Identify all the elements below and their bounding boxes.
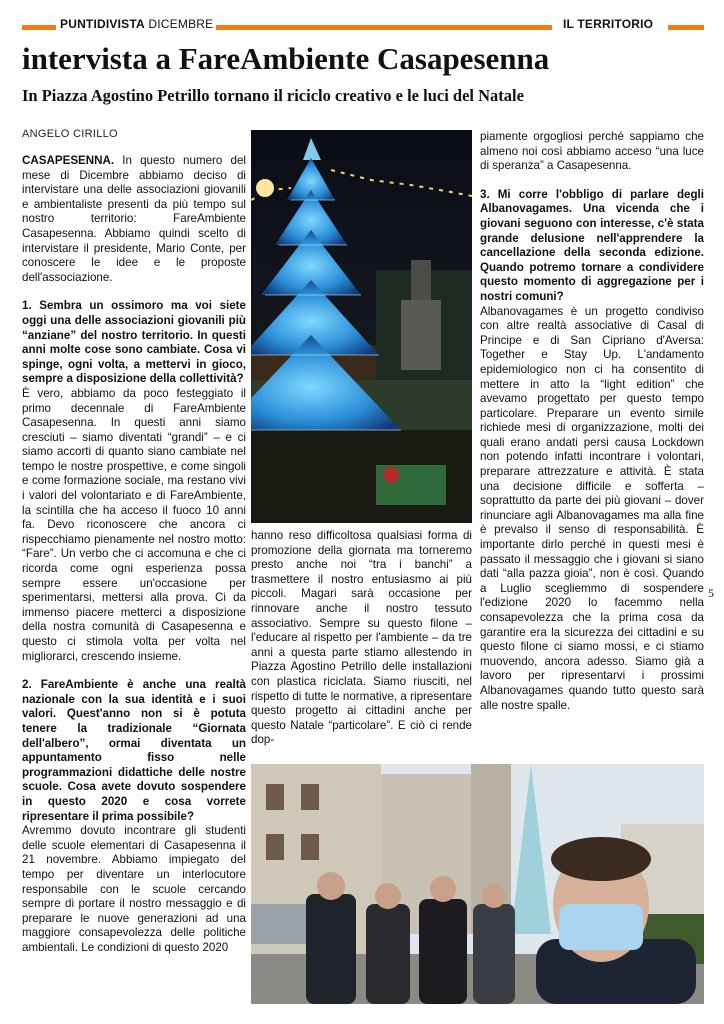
answer-2-part-2: hanno reso difficoltosa qualsiasi forma di promozione della giornata ma torneremo presto anche noi “tra i banchi” a trasmettere il nostro entusiasmo ai più piccoli. Magari sarà occasione per rinnovare anche il nostro tessuto associativo. Sempre su questo filone – l'educare al rispetto per l'ambiente – da tre anni a questa parte stiamo allestendo in Piazza Agostino Petrillo delle installazioni con plastica riciclata. Siamo riusciti, nel rispetto di tutte le normative, a ripresentare questo progetto ai cittadini anche per questo Natale “particolare”. E ciò ci rende dop- — [251, 529, 472, 747]
header-section — [60, 17, 213, 31]
column-left — [22, 154, 246, 955]
answer-3: Albanovagames è un progetto condiviso con altre realtà associative di Casal di Principe e di San Cipriano d'Aversa: Together e Stay Up. L'andamento epidemiologico non ci ha consentito di mettere in atto la “light edition” che avevamo progettato per questo tempo particolare. Preparare un evento simile richiede mesi di organizzazione, molti dei quali erano andati persi causa Lockdown non potendo infatti incontrare i volontari, preparare attrezzature e attività. È stata una decisione difficile e sofferta – soprattutto da parte dei più giovani – dover rinunciare agli Albanovagames ma alla fine è prevalso il senso di responsabilità. È importante dirlo perché in questi mesi è passato il messaggio che i giovani si siano dati “alla pazza gioia”, non è così. Quando a Luglio scegliemmo di sospendere l'edizione 2020 lo facemmo nella consapevolezza che la prima cosa da garantire era la sicurezza dei cittadini e su questo filone ci siamo mossi, e ci stiamo muovendo, ancora adesso. Siamo già a lavoro per ripresentarvi i prossimi Albanovagames quando tutto questo sarà alle nostre spalle. — [480, 304, 704, 712]
article-author: ANGELO CIRILLO — [22, 128, 118, 140]
question-2: 2. FareAmbiente è anche una realtà nazionale con la sua identità e i suoi valori. Quest'anno non si è potuta tenere la tradizionale “Giornata dell'albero”, ormai diventata un appuntamento fisso nelle programmazioni didattiche delle nostre scuole. Cosa avete dovuto sospendere in questo 2020 e cosa vorrete ripresentare il prima possibile? — [22, 678, 246, 823]
header-month: DICEMBRE — [148, 17, 214, 31]
page-number: 5 — [708, 586, 714, 600]
answer-1: È vero, abbiamo da poco festeggiato il primo decennale di FareAmbiente Casapesenna. In questi anni siamo cresciuti – siamo diventati “grandi” – e ci siamo accorti di quanto siano cambiate nel tempo le nostre prospettive, e come singoli e come formazione sociale, ma restano vivi i valori del volontariato e di FareAmbiente, la scintilla che ha acceso il fuoco 10 anni fa. Devo riconoscere che ancora ci rispecchiamo pienamente nel nostro motto: “Fare”. Un verbo che ci accomuna e che ci ricorda come ogni esperienza possa sempre essere un'occasione per sperimentarsi, mettersi alla prova. Ci da immenso piacere metterci a disposizione della nostra comunità di Casapesenna e questo ci stimola volta per volta nel migliorarci, crescendo insieme. — [22, 386, 246, 663]
photo-volunteers-group — [251, 764, 704, 1004]
header-bar-right — [668, 25, 704, 30]
volunteers-group-image — [251, 764, 704, 1004]
answer-2-part-3: piamente orgogliosi perché sappiamo che almeno noi così abbiamo acceso “una luce di speranza” a Casapesenna. — [480, 130, 704, 173]
article-subtitle: In Piazza Agostino Petrillo tornano il riciclo creativo e le luci del Natale — [22, 86, 524, 105]
question-3: 3. Mi corre l'obbligo di parlare degli Albanovagames. Una vicenda che i giovani seguono con interesse, c'è stata grande delusione nell'apprendere la cancellazione della seconda edizione. Quando potremo tornare a condividere questo momento di aggregazione per i nostri comuni? — [480, 187, 704, 303]
header-territory: IL TERRITORIO — [563, 17, 654, 31]
photo-bottle-tree-night — [251, 130, 472, 523]
header-bar-middle — [216, 25, 552, 30]
intro-paragraph — [22, 154, 246, 285]
column-middle — [251, 529, 472, 748]
bottle-tree-night-image — [251, 130, 472, 523]
header-bar-left — [22, 25, 56, 30]
column-right — [480, 130, 704, 713]
intro-text: In questo numero del mese di Dicembre abbiamo deciso di intervistare una delle associazioni giovanili e ambientaliste presenti da più tempo sul nostro territorio: FareAmbiente Casapesenna. Abbiamo quindi scelto di intervistare il presidente, Mario Conte, per conoscere le idee e le proposte dell'associazione. — [22, 154, 246, 284]
intro-lead: CASAPESENNA. — [22, 154, 115, 167]
answer-2-part-1: Avremmo dovuto incontrare gli studenti delle scuole elementari di Casapesenna il 21 novembre. Abbiamo impiegato del tempo per diventare un interlocutore responsabile con le scuole cercando sempre di portare il nostro messaggio e di preparare le nuove generazioni ad una maggiore consapevolezza delle politiche ambientali. Le condizioni di questo 2020 — [22, 824, 246, 954]
article-title: intervista a FareAmbiente Casapesenna — [22, 41, 550, 76]
question-1: 1. Sembra un ossimoro ma voi siete oggi una delle associazioni giovanili più “anziane” del nostro territorio. In questi anni molte cose sono cambiate. Cosa vi spinge, ogni volta, a mettervi in gioco, sempre a disposizione della collettività? — [22, 299, 246, 386]
header-section-name: PUNTIDIVISTA — [60, 17, 145, 31]
